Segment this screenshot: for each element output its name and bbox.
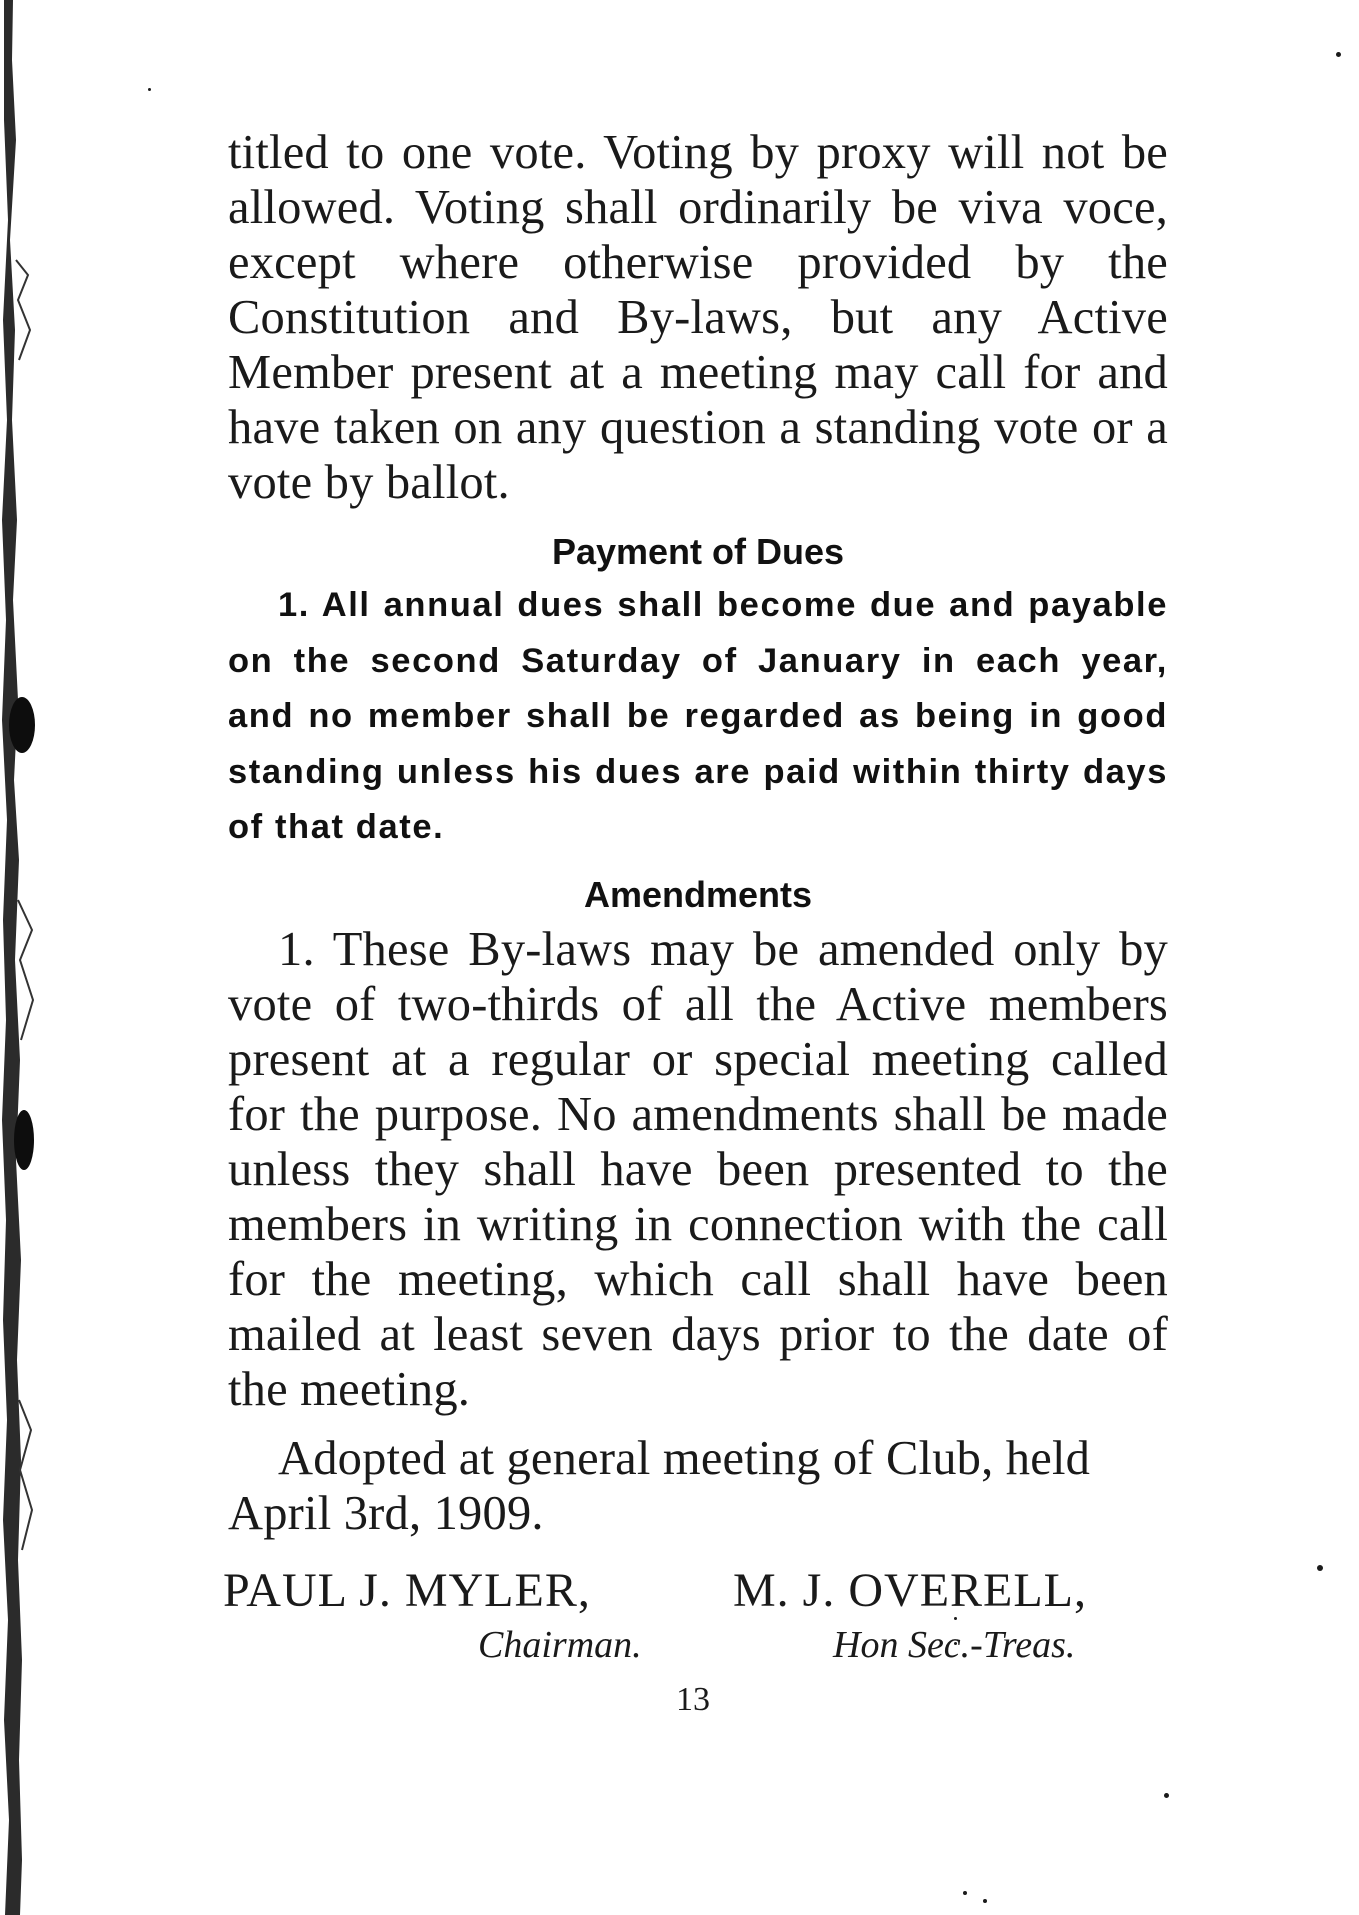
- signatory-secretary-title: Hon Sec.-Treas.: [833, 1623, 1076, 1666]
- binding-edge: [0, 0, 42, 1915]
- scan-speck: [1317, 1565, 1323, 1571]
- signatory-chairman-title: Chairman.: [478, 1623, 642, 1666]
- signatory-secretary-name: M. J. OVERELL,: [733, 1563, 1087, 1617]
- scan-speck: [148, 88, 151, 91]
- document-page: [223, 125, 1168, 1719]
- scan-speck: [1164, 1793, 1169, 1798]
- scan-speck: [1336, 52, 1341, 57]
- page-number: 13: [676, 1680, 710, 1718]
- scan-speck: [963, 1891, 967, 1895]
- amendments-clause: 1. These By-laws may be amended only by vote of two-thirds of all the Active members present at a regular or special meeting called for the purpose. No amendments shall be made unless they shall have been presented to the members in writing in connection with the call for the meeting, which call shall have been mailed at least seven days prior to the date of the meeting.: [228, 922, 1168, 1416]
- scan-speck: [983, 1899, 987, 1903]
- signatory-titles: [228, 1623, 1168, 1671]
- payment-of-dues-clause: 1. All annual dues shall become due and payable on the second Saturday of January in each year, and no member shall be regarded as being in good standing unless his dues are paid within thirty days of that date.: [228, 586, 1168, 847]
- signatory-chairman-name: PAUL J. MYLER,: [223, 1563, 591, 1617]
- payment-of-dues-heading: Payment of Dues: [551, 531, 845, 572]
- opening-paragraph: titled to one vote. Voting by proxy will not be allowed. Voting shall ordinarily be viva voce, except where otherwise provided by the Constitution and By-laws, but any Active Member present at a meeting may call for and have taken on any question a standing vote or a vote by ballot.: [228, 126, 1168, 509]
- signatures: [223, 1563, 1168, 1623]
- adoption-note: Adopted at general meeting of Club, held April 3rd, 1909.: [228, 1431, 1091, 1540]
- amendments-heading: Amendments: [583, 873, 813, 915]
